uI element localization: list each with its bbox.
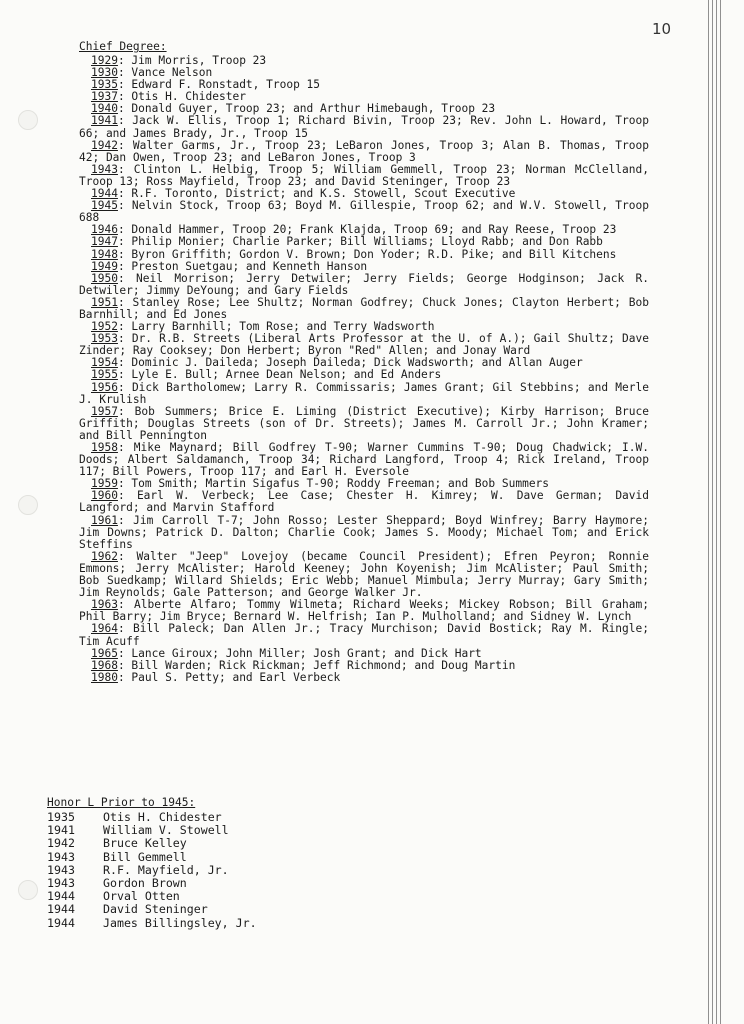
entry-year: 1942	[91, 138, 118, 152]
honor-name: Bruce Kelley	[103, 836, 187, 851]
chief-degree-entry	[79, 164, 649, 188]
entry-year: 1948	[91, 247, 118, 261]
entry-names: : Edward F. Ronstadt, Troop 15	[117, 78, 321, 92]
entry-names: : Lance Giroux; John Miller; Josh Grant; and Dick Hart	[117, 646, 482, 660]
honor-name: R.F. Mayfield, Jr.	[103, 862, 229, 877]
entry-year: 1958	[91, 441, 118, 454]
entry-names: : Donald Hammer, Troop 20; Frank Klajda, Troop 69; and Ray Reese, Troop 23	[117, 223, 617, 237]
honor-name: Orval Otten	[103, 889, 180, 904]
entry-names: : Jack W. Ellis, Troop 1; Richard Bivin, Troop 23; Rev. John L. Howard, Troop 66; and James Brady, Jr., Troop 15	[79, 114, 649, 140]
entry-names: : Dr. R.B. Streets (Liberal Arts Professor at the U. of A.); Gail Shultz; Dave Zinder; Ray Cooksey; Don Herbert; Byron "Red" Allen; and Jonay Ward	[79, 332, 649, 358]
punch-hole	[18, 880, 38, 900]
entry-names: : Donald Guyer, Troop 23; and Arthur Himebaugh, Troop 23	[117, 102, 496, 116]
chief-degree-entry	[79, 297, 649, 321]
entry-year: 1943	[91, 162, 118, 176]
entry-year: 1950	[91, 271, 118, 285]
entry-year: 1937	[91, 90, 118, 104]
chief-degree-entry	[79, 442, 649, 478]
chief-degree-entry	[79, 599, 649, 623]
punch-hole	[18, 495, 38, 515]
chief-degree-entry	[79, 273, 649, 297]
chief-degree-entry	[79, 200, 649, 224]
chief-degree-heading: Chief Degree:	[79, 40, 167, 53]
honor-name: William V. Stowell	[103, 823, 229, 838]
entry-names: : Paul S. Petty; and Earl Verbeck	[117, 670, 341, 684]
entry-year: 1964	[91, 622, 118, 636]
entry-names: : Earl W. Verbeck; Lee Case; Chester H. Kimrey; W. Dave German; David Langford; and Marvin Stafford	[79, 489, 649, 515]
chief-degree-entry	[79, 333, 649, 357]
entry-names: : Philip Monier; Charlie Parker; Bill Williams; Lloyd Rabb; and Don Rabb	[117, 235, 603, 249]
honor-year: 1943	[47, 876, 75, 891]
chief-degree-section	[79, 41, 649, 684]
honor-name: Gordon Brown	[103, 876, 187, 891]
honor-year: 1944	[47, 902, 75, 917]
honor-name: Bill Gemmell	[103, 849, 187, 864]
entry-names: : Mike Maynard; Bill Godfrey T-90; Warner Cummins T-90; Doug Chadwick; I.W. Doods; Albert Saldamanch, Troop 34; Richard Langford, Troop 4; Rick Ireland, Troop 117; Bill Powers, Troop 117; and Earl H. Eversole	[79, 441, 649, 479]
entry-year: 1952	[91, 320, 118, 334]
punch-hole	[18, 110, 38, 130]
entry-year: 1941	[91, 114, 118, 128]
entry-names: : Larry Barnhill; Tom Rose; and Terry Wadsworth	[117, 320, 435, 334]
honor-year: 1944	[47, 889, 75, 904]
honor-list-row	[47, 917, 307, 930]
entry-names: : Alberte Alfaro; Tommy Wilmeta; Richard Weeks; Mickey Robson; Bill Graham; Phil Barry; Jim Bryce; Bernard W. Helfrish; Ian P. Mulholland; and Sidney W. Lynch	[79, 598, 649, 624]
entry-names: : Dick Bartholomew; Larry R. Commissaris; James Grant; Gil Stebbins; and Merle J. Krulish	[79, 380, 649, 406]
honor-year: 1943	[47, 862, 75, 877]
entry-year: 1968	[91, 658, 118, 672]
honor-list	[47, 811, 307, 930]
entry-names: : Otis H. Chidester	[117, 90, 246, 104]
entry-year: 1940	[91, 102, 118, 116]
honor-list-heading: Honor L Prior to 1945:	[47, 796, 196, 809]
entry-year: 1929	[91, 54, 118, 67]
entry-year: 1944	[91, 187, 118, 201]
entry-names: : Lyle E. Bull; Arnee Dean Nelson; and Ed Anders	[117, 368, 442, 382]
entry-year: 1961	[91, 513, 118, 527]
honor-year: 1942	[47, 836, 75, 851]
entry-names: : Vance Nelson	[117, 66, 213, 80]
entry-names: : Byron Griffith; Gordon V. Brown; Don Yoder; R.D. Pike; and Bill Kitchens	[117, 247, 617, 261]
entry-names: : Bill Warden; Rick Rickman; Jeff Richmond; and Doug Martin	[117, 658, 516, 672]
chief-degree-entry	[79, 115, 649, 139]
entry-names: : Jim Carroll T-7; John Rosso; Lester Sheppard; Boyd Winfrey; Barry Haymore; Jim Downs; Patrick D. Dalton; Charlie Cook; James S. Moody; Michael Tom; and Erick Steffins	[79, 513, 649, 551]
honor-list-row	[47, 851, 307, 864]
entry-names: : Bill Paleck; Dan Allen Jr.; Tracy Murchison; David Bostick; Ray M. Ringle; Tim Acuff	[79, 622, 649, 648]
entry-names: : Walter "Jeep" Lovejoy (became Council President); Efren Peyron; Ronnie Emmons; Jerry McAlister; Harold Keeney; John Koyenish; Jim McAlister; Paul Smith; Bob Suedkamp; Willard Shields; Eric Webb; Manuel Mimbula; Jerry Murray; Gary Smith; Jim Reynolds; Gale Patterson; and George Walker Jr.	[79, 549, 649, 600]
honor-year: 1944	[47, 915, 75, 930]
entry-year: 1953	[91, 332, 118, 346]
chief-degree-entry	[79, 382, 649, 406]
entry-year: 1956	[91, 380, 118, 394]
entry-year: 1930	[91, 66, 118, 80]
chief-degree-entry	[79, 490, 649, 514]
chief-degree-entry	[79, 406, 649, 442]
entry-year: 1960	[91, 489, 118, 503]
entry-year: 1945	[91, 199, 118, 213]
entry-names: : Tom Smith; Martin Sigafus T-90; Roddy Freeman; and Bob Summers	[117, 477, 550, 491]
entry-year: 1946	[91, 223, 118, 237]
honor-list-row	[47, 837, 307, 850]
honor-list-section	[47, 797, 307, 930]
entry-year: 1951	[91, 295, 118, 309]
entry-year: 1954	[91, 356, 118, 370]
chief-degree-entry	[79, 140, 649, 164]
entry-names: : Neil Morrison; Jerry Detwiler; Jerry Fields; George Hodginson; Jack R. Detwiler; Jimmy DeYoung; and Gary Fields	[79, 271, 649, 297]
entry-names: : Walter Garms, Jr., Troop 23; LeBaron Jones, Troop 3; Alan B. Thomas, Troop 42; Dan Owen, Troop 23; and LeBaron Jones, Troop 3	[79, 138, 649, 164]
entry-names: : Dominic J. Daileda; Joseph Daileda; Dick Wadsworth; and Allan Auger	[117, 356, 583, 370]
entry-year: 1935	[91, 78, 118, 92]
chief-degree-entry	[79, 672, 649, 684]
entry-names: : Preston Suetgau; and Kenneth Hanson	[117, 259, 368, 273]
honor-name: James Billingsley, Jr.	[103, 915, 257, 930]
entry-year: 1959	[91, 477, 118, 491]
entry-year: 1949	[91, 259, 118, 273]
entry-year: 1955	[91, 368, 118, 382]
chief-degree-entry	[79, 623, 649, 647]
honor-year: 1943	[47, 849, 75, 864]
entry-names: : Nelvin Stock, Troop 63; Boyd M. Gillespie, Troop 62; and W.V. Stowell, Troop 688	[79, 199, 649, 225]
entry-names: : Jim Morris, Troop 23	[117, 54, 267, 67]
entry-year: 1980	[91, 670, 118, 684]
entry-year: 1947	[91, 235, 118, 249]
entry-year: 1962	[91, 549, 118, 563]
entry-names: : Bob Summers; Brice E. Liming (District Executive); Kirby Harrison; Bruce Griffith; Douglas Streets (son of Dr. Streets); James M. Carroll Jr.; John Kramer; and Bill Pennington	[79, 404, 649, 442]
honor-list-row	[47, 903, 307, 916]
chief-degree-entry	[79, 515, 649, 551]
entry-names: : Stanley Rose; Lee Shultz; Norman Godfrey; Chuck Jones; Clayton Herbert; Bob Barnhill; and Ed Jones	[79, 295, 649, 321]
entry-year: 1957	[91, 404, 118, 418]
honor-year: 1941	[47, 823, 75, 838]
honor-year: 1935	[47, 810, 75, 824]
entry-names: : R.F. Toronto, District; and K.S. Stowell, Scout Executive	[117, 187, 516, 201]
honor-name: Otis H. Chidester	[103, 810, 222, 824]
entry-names: : Clinton L. Helbig, Troop 5; William Gemmell, Troop 23; Norman McClelland, Troop 13; Ross Mayfield, Troop 23; and David Steninger, Troop 23	[79, 162, 649, 188]
entry-year: 1965	[91, 646, 118, 660]
page-number: 10	[652, 20, 672, 38]
binding-edge	[706, 0, 724, 1024]
entry-year: 1963	[91, 598, 118, 612]
chief-degree-list	[79, 55, 649, 684]
honor-name: David Steninger	[103, 902, 208, 917]
chief-degree-entry	[79, 551, 649, 599]
